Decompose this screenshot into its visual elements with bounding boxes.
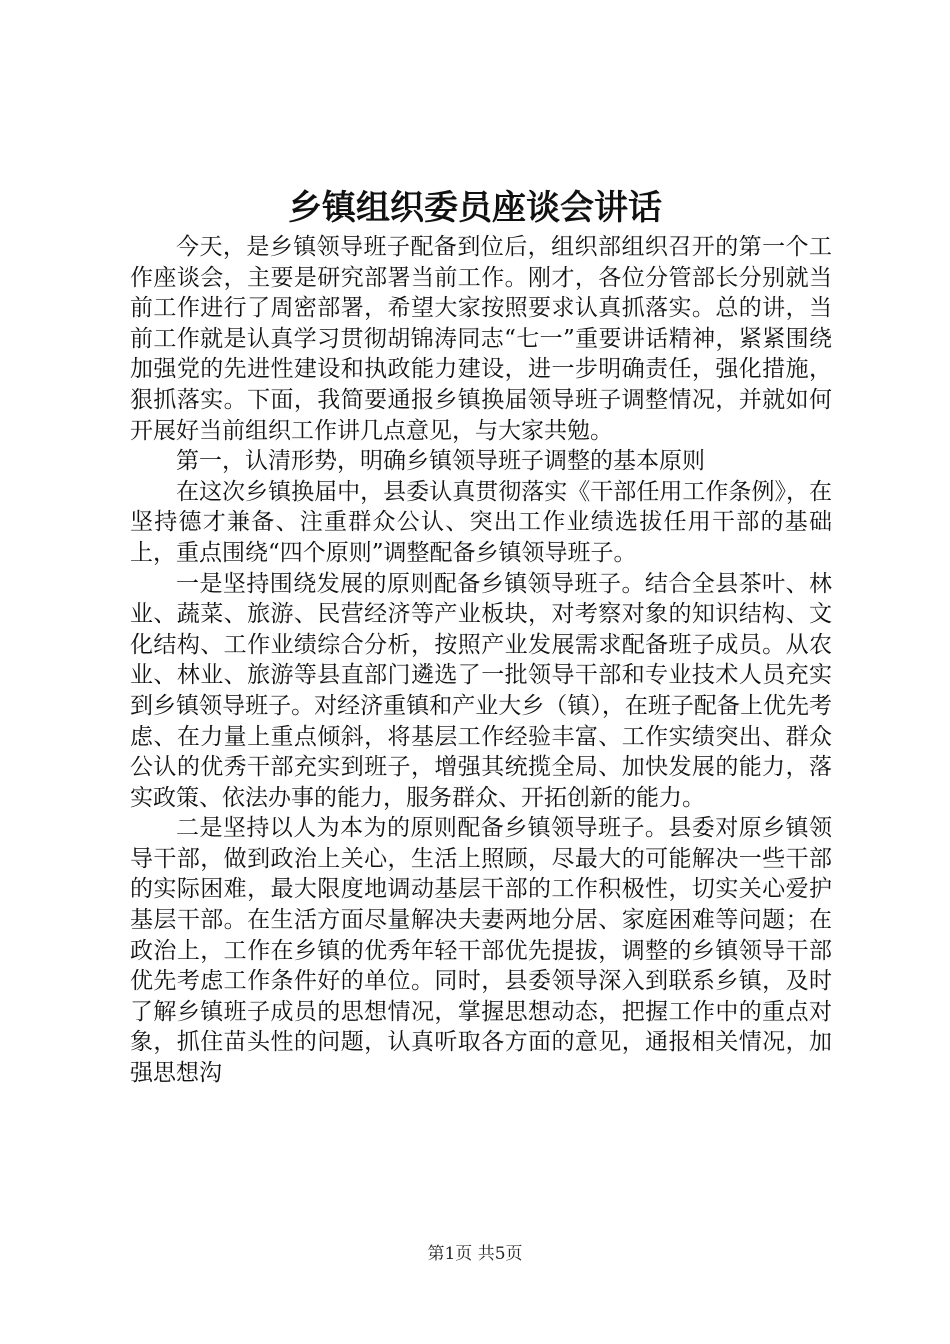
page-number-footer: 第1页 共5页 <box>427 1244 523 1264</box>
document-title: 乡镇组织委员座谈会讲话 <box>288 188 662 228</box>
paragraph-section-heading: 第一，认清形势，明确乡镇领导班子调整的基本原则 <box>176 448 705 475</box>
paragraph-principle-two: 二是坚持以人为本为的原则配备乡镇领导班子。县委对原乡镇领导干部，做到政治上关心，生活上照顾，尽最大的可能解决一些干部的实际困难，最大限度地调动基层干部的工作积极性，切实关心爱护基层干部。在生活方面尽量解决夫妻两地分居、家庭困难等问题；在政治上，工作在乡镇的优秀年轻干部优先提拔，调整的乡镇领导干部优先考虑工作条件好的单位。同时，县委领导深入到联系乡镇，及时了解乡镇班子成员的思想情况，掌握思想动态，把握工作中的重点对象，抓住苗头性的问题，认真听取各方面的意见，通报相关情况，加强思想沟 <box>130 815 832 1087</box>
document-body <box>130 232 832 1089</box>
paragraph-principles: 在这次乡镇换届中，县委认真贯彻落实《干部任用工作条例》，在坚持德才兼备、注重群众公认、突出工作业绩选拔任用干部的基础上，重点围绕“四个原则”调整配备乡镇领导班子。 <box>130 478 832 566</box>
paragraph-principle-one: 一是坚持围绕发展的原则配备乡镇领导班子。结合全县茶叶、林业、蔬菜、旅游、民营经济等产业板块，对考察对象的知识结构、文化结构、工作业绩综合分析，按照产业发展需求配备班子成员。从农业、林业、旅游等县直部门遴选了一批领导干部和专业技术人员充实到乡镇领导班子。对经济重镇和产业大乡（镇），在班子配备上优先考虑、在力量上重点倾斜，将基层工作经验丰富、工作实绩突出、群众公认的优秀干部充实到班子，增强其统揽全局、加快发展的能力，落实政策、依法办事的能力，服务群众、开拓创新的能力。 <box>130 570 832 811</box>
paragraph-intro: 今天，是乡镇领导班子配备到位后，组织部组织召开的第一个工作座谈会，主要是研究部署当前工作。刚才，各位分管部长分别就当前工作进行了周密部署，希望大家按照要求认真抓落实。总的讲，当前工作就是认真学习贯彻胡锦涛同志“七一”重要讲话精神，紧紧围绕加强党的先进性建设和执政能力建设，进一步明确责任，强化措施，狠抓落实。下面，我简要通报乡镇换届领导班子调整情况，并就如何开展好当前组织工作讲几点意见，与大家共勉。 <box>130 234 832 444</box>
